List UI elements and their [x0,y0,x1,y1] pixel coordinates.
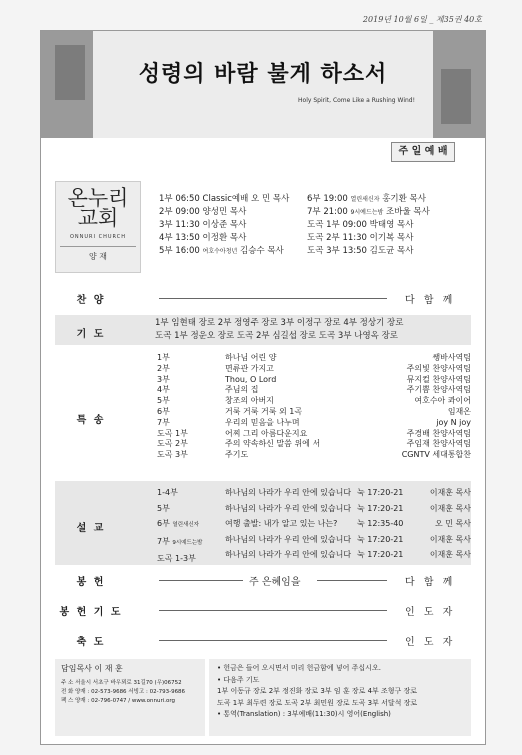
header-decor-right [433,31,485,138]
campus-name: 양 재 [89,252,107,261]
senior-pastor: 담임목사 이 재 훈 [61,664,123,673]
benediction-leader: 인 도 자 [405,637,456,648]
offering-prayer-label: 봉 헌 기 도 [59,607,123,618]
announcement-item: • 헌금은 들어 오시면서 미리 헌금함에 넣어 주십시오. [217,664,381,672]
schedule-item: 7부 21:00 9시예드는밤 조바울 목사 [307,207,430,217]
special-song-label: 특 송 [76,415,106,426]
schedule-item: 3부 11:30 이상준 목사 [159,220,247,230]
schedule-item: 6부 19:00 열린새신자 홍기환 목사 [307,194,426,204]
header-subtitle: Holy Spirit, Come Like a Rushing Wind! [298,97,415,104]
announcements [209,659,471,736]
bulletin-page [40,30,486,745]
schedule-item: 1부 06:50 Classic예배 오 민 목사 [159,194,290,204]
service-tag: 주 일 예 배 [391,142,455,162]
header-title: 성령의 바람 불게 하소서 [138,61,388,87]
schedule-item: 5부 16:00 여호수아청년 김승수 목사 [159,246,284,256]
prayer-list: 1부 임현태 장로 2부 정영주 장로 3부 이정구 장로 4부 정상기 장로 도곡 1부 정운오 장로 도곡 2부 심길섭 장로 도곡 3부 나영옥 장로 [155,318,404,341]
sermon-label: 설 교 [76,523,106,534]
hymn-label: 찬 양 [76,295,106,306]
church-contact [55,659,205,736]
logo-subtitle: ONNURI CHURCH [69,234,126,240]
announcement-item: • 통역(Translation) : 3부예배(11:30)시 영어(English) [217,710,391,718]
offering-leader: 다 함 께 [405,577,456,588]
announcement-item: 1부 이동규 장로 2부 정진화 장로 3부 임 훈 장로 4부 조형구 장로 [217,687,418,695]
header-banner [41,31,485,138]
fax-website: 팩 스 양재 : 02-796-0747 / www.onnuri.org [61,698,176,704]
announcement-item: 도곡 1부 최두련 장로 도곡 2부 최민원 장로 도곡 3부 서달석 장로 [217,698,418,707]
benediction-label: 축 도 [76,637,106,648]
phone: 전 화 양재 : 02-573-9686 서빙고 : 02-793-9686 [61,689,186,695]
logo-text: 온누리 교회 [67,186,129,230]
hymn-leader: 다 함 께 [405,295,456,306]
schedule-left-column [159,193,289,258]
schedule-item: 도곡 2부 11:30 이기복 목사 [307,233,414,243]
offering-song: 주 은혜임을 [249,577,301,588]
special-song-list: 1부 2부 3부 4부 5부 6부 7부 도곡 1부 도곡 2부 도곡 3부 하나님 어린 양 면류관 가지고 Thou, O Lord 주님의 집 창조의 아버지 거룩 거룩 거룩 외 1곡 우리의 믿음을 나누며 어찌 그리 아름다운지요 주의 약속하신 말씀 위에 서 주기도 쌩바사역팀 주의빛 찬양사역팀 뮤지컬 찬양사역팀 주기쁨 찬양사역팀 여호수아 콰이어 임재온 joy N joy 주경배 찬양사역팀 주임재 찬양사역팀 CGNTV 세대통합찬 [157,353,471,460]
header-decor-left [41,31,93,138]
prayer-label: 기 도 [76,329,106,340]
header-center [93,31,433,138]
schedule-right-column [307,193,430,258]
issue-date: 2019년 10월 6일 _ 제35권 40호 [362,15,482,24]
schedule-item: 4부 13:50 이정환 목사 [159,233,247,243]
offering-label: 봉 헌 [76,577,106,588]
schedule-item: 2부 09:00 양성민 목사 [159,207,247,217]
schedule-item: 도곡 3부 13:50 김도균 목사 [307,246,414,256]
announcement-item: • 다음주 기도 [217,675,260,684]
offering-prayer-leader: 인 도 자 [405,607,456,618]
church-logo [55,181,141,273]
sermon-list: 1-4부 5부 6부 열린새신자 7부 9시예드는밤 도곡 1-3부 하나님의 나라가 우리 안에 있습니다 하나님의 나라가 우리 안에 있습니다 여행 출발: 내가 알고 있는 나는? 하나님의 나라가 우리 안에 있습니다 하나님의 나라가 우리 안에 있습니다 눅 17:20-21 눅 17:20-21 눅 12:35-40 눅 17:20-21 눅 17:20-21 이재훈 목사 이재훈 목사 오 민 목사 이재훈 목사 이재훈 목사 [157,488,471,563]
schedule-item: 도곡 1부 09:00 박태영 목사 [307,220,414,230]
address: 주 소 서울시 서초구 바우뫼로 31길70 (우)06752 [61,680,182,686]
